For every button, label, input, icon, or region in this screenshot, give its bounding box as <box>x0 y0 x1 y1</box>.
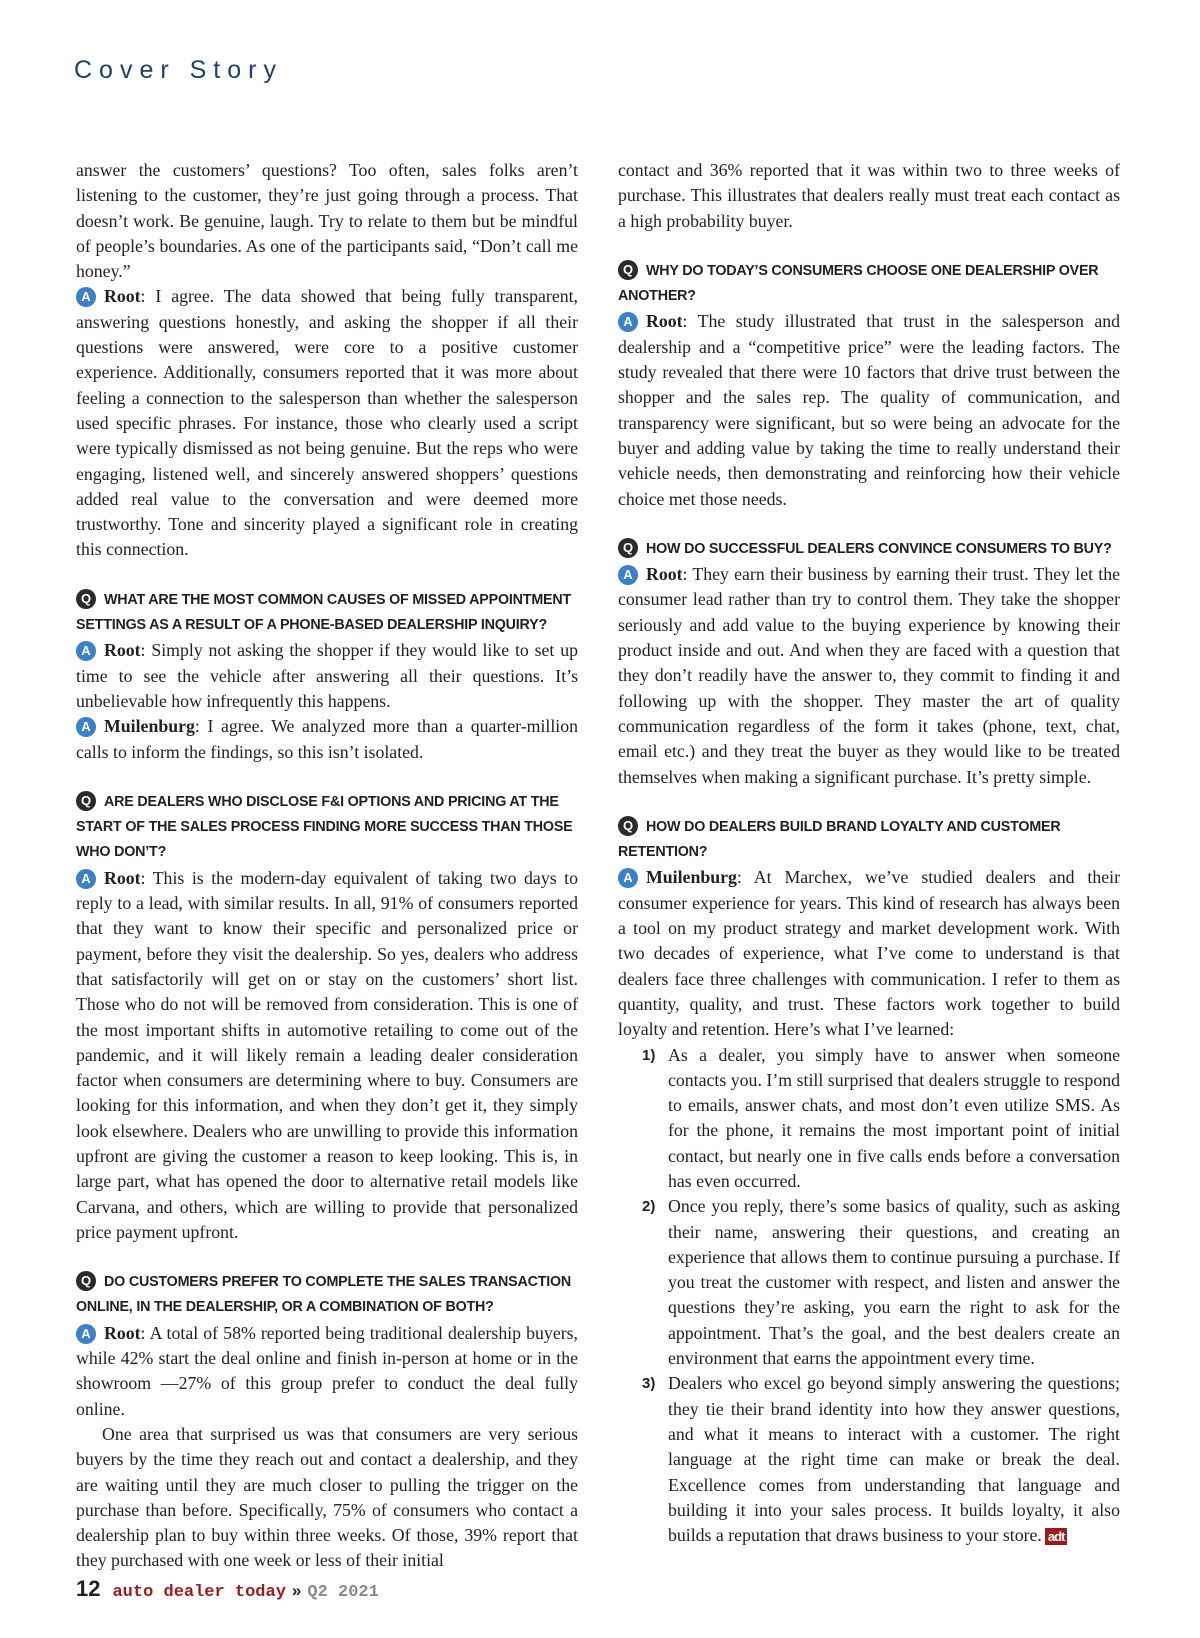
question-text: HOW DO SUCCESSFUL DEALERS CONVINCE CONSUMERS TO BUY? <box>646 540 1112 557</box>
answer-badge: A <box>618 312 638 332</box>
answer <box>76 866 578 1245</box>
answer-text: : They earn their business by earning their trust. They let the consumer lead rather than try to control them. They take the shopper seriously and add value to the buying experience by knowing their product inside and out. And when they are faced with a question that they don’t readily have the answer to, they commit to finding it and following up with the shopper. They master the art of quality communication regardless of the form it takes (phone, text, chat, email etc.) and they treat the buyer as they would like to be treated themselves when making a significant purchase. It’s pretty simple. <box>618 564 1120 787</box>
answer-text: : At Marchex, we’ve studied dealers and their consumer experience for years. This kind of research has always been a tool on my product strategy and market development work. With two decades of experience, what I’ve come to understand is that dealers face three challenges with communication. I refer to them as quantity, quality, and trust. These factors work together to build loyalty and retention. Here’s what I’ve learned: <box>618 867 1120 1040</box>
question-badge: Q <box>76 589 96 609</box>
question-text: ARE DEALERS WHO DISCLOSE F&I OPTIONS AND PRICING AT THE START OF THE SALES PROCESS FINDING MORE SUCCESS THAN THOSE WHO DON’T? <box>76 793 573 861</box>
speaker-name: Root <box>104 286 141 307</box>
findings-list <box>618 1043 1120 1549</box>
list-item <box>618 1371 1120 1548</box>
question <box>618 259 1120 310</box>
answer-text: : I agree. The data showed that being fully transparent, answering questions honestly, and asking the shopper if all their questions were answered, were core to a positive customer experience. Additionally, consumers reported that it was more about feeling a connection to the salesperson than whether the salesperson used specific phrases. For instance, those who clearly used a script were typically dismissed as not being genuine. But the reps who were engaging, listened well, and sincerely answered shoppers’ questions added real value to the conversation and were deemed more trustworthy. Tone and sincerity played a significant role in creating this connection. <box>76 286 578 560</box>
speaker-name: Root <box>104 1322 141 1343</box>
page-footer <box>76 1576 379 1602</box>
question <box>76 588 578 639</box>
list-text: As a dealer, you simply have to answer when someone contacts you. I’m still surprised that dealers struggle to respond to emails, answer chats, and most don’t even utilize SMS. As for the phone, it remains the most important point of initial contact, but nearly one in five calls ends before a conversation has even occurred. <box>668 1044 1120 1191</box>
speaker-name: Muilenburg <box>104 716 195 737</box>
speaker-name: Muilenburg <box>646 867 737 888</box>
answer-text: : A total of 58% reported being traditional dealership buyers, while 42% start the deal online and finish in-person at home or in the showroom —27% of this group prefer to conduct the deal fully online. <box>76 1322 578 1419</box>
list-text: Dealers who excel go beyond simply answering the questions; they tie their brand identity into how they answer questions, and what it means to interact with a customer. The right language at the right time can make or break the deal. Excellence comes from understanding that language and building it into your sales process. It builds loyalty, it also builds a reputation that draws business to your store. <box>668 1373 1120 1546</box>
speaker-name: Root <box>104 640 141 661</box>
answer <box>76 714 578 765</box>
paragraph: contact and 36% reported that it was within two to three weeks of purchase. This illustrates that dealers really must treat each contact as a high probability buyer. <box>618 160 1120 231</box>
answer-text: : This is the modern-day equivalent of taking two days to reply to a lead, with similar results. In all, 91% of consumers reported that they want to know their specific and personalized price or payment, before they visit the dealership. So yes, dealers who address that satisfactorily will get on or stay on the customers’ short list. Those who do not will be removed from consideration. This is one of the most important shifts in automotive retailing to come out of the pandemic, and it will likely remain a leading dealer consideration factor when consumers are determining where to buy. Consumers are looking for this information, and when they don’t get it, they simply look elsewhere. Dealers who are unwilling to provide this information upfront are giving the customer a reason to keep looking. This is, in large part, what has opened the door to alternative retail models like Carvana, and others, which are willing to provide that personalized price payment upfront. <box>76 867 578 1242</box>
question-badge: Q <box>76 791 96 811</box>
answer-text: : I agree. We analyzed more than a quarter-million calls to inform the findings, so this isn’t isolated. <box>76 716 578 762</box>
paragraph: One area that surprised us was that consumers are very serious buyers by the time they reach out and contact a dealership, and they are waiting until they are much closer to pulling the trigger on the purchase than before. Specifically, 75% of consumers who contact a dealership plan to buy within three weeks. Of those, 39% report that they purchased with one week or less of their initial <box>76 1423 578 1571</box>
list-number: 3) <box>642 1375 656 1393</box>
answer-text: : The study illustrated that trust in the salesperson and dealership and a “competitive price” were the leading factors. The study revealed that there were 10 factors that drive trust between the shopper and the sales rep. The quality of communication, and transparency were significant, but so were being an advocate for the buyer and adding value by taking the time to really understand their vehicle needs, then demonstrating and reinforcing how their vehicle choice met those needs. <box>618 311 1120 509</box>
answer <box>76 1321 578 1422</box>
question-text: HOW DO DEALERS BUILD BRAND LOYALTY AND CUSTOMER RETENTION? <box>618 818 1061 861</box>
page-number: 12 <box>76 1576 101 1601</box>
question-badge: Q <box>618 816 638 836</box>
answer <box>618 865 1120 1042</box>
answer-badge: A <box>618 868 638 888</box>
question <box>76 790 578 866</box>
issue-label: Q2 2021 <box>307 1583 379 1602</box>
question <box>618 537 1120 562</box>
answer <box>76 284 578 562</box>
left-column <box>76 158 578 1574</box>
answer-badge: A <box>76 287 96 307</box>
list-text: Once you reply, there’s some basics of quality, such as asking their name, answering their questions, and creating an experience that allows them to continue pursuing a purchase. If you treat the customer with respect, and listen and answer the questions they’re asking, you earn the right to ask for the appointment. That’s the goal, and the best dealers create an environment that earns the appointment every time. <box>668 1196 1120 1369</box>
speaker-name: Root <box>104 867 141 888</box>
question-badge: Q <box>76 1271 96 1291</box>
question-badge: Q <box>618 260 638 280</box>
question <box>76 1270 578 1321</box>
answer <box>618 562 1120 790</box>
magazine-name: auto dealer today <box>112 1583 286 1602</box>
answer <box>76 638 578 714</box>
answer-badge: A <box>76 717 96 737</box>
list-item <box>618 1043 1120 1195</box>
speaker-name: Root <box>646 564 683 585</box>
answer <box>618 309 1120 511</box>
question-text: DO CUSTOMERS PREFER TO COMPLETE THE SALES TRANSACTION ONLINE, IN THE DEALERSHIP, OR A COMBINATION OF BOTH? <box>76 1274 572 1316</box>
list-item <box>618 1194 1120 1371</box>
right-column <box>618 158 1120 1548</box>
answer-badge: A <box>618 565 638 585</box>
answer-badge: A <box>76 1324 96 1344</box>
end-mark-logo: adt <box>1045 1528 1068 1545</box>
list-number: 1) <box>642 1046 656 1064</box>
question <box>618 815 1120 866</box>
list-number: 2) <box>642 1198 656 1216</box>
chevron-right-icon: » <box>291 1581 302 1600</box>
question-text: WHY DO TODAY’S CONSUMERS CHOOSE ONE DEALERSHIP OVER ANOTHER? <box>618 262 1099 305</box>
answer-badge: A <box>76 869 96 889</box>
section-title: Cover Story <box>74 56 283 84</box>
question-text: WHAT ARE THE MOST COMMON CAUSES OF MISSED APPOINTMENT SETTINGS AS A RESULT OF A PHONE-BASED DEALERSHIP INQUIRY? <box>76 591 572 634</box>
paragraph: answer the customers’ questions? Too often, sales folks aren’t listening to the customer, they’re just going through a process. That doesn’t work. Be genuine, laugh. Try to relate to them but be mindful of people’s boundaries. As one of the participants said, “Don’t call me honey.” <box>76 160 578 282</box>
speaker-name: Root <box>646 311 683 332</box>
answer-text: : Simply not asking the shopper if they would like to set up time to see the vehicle after answering all their questions. It’s unbelievable how infrequently this happens. <box>76 640 578 711</box>
answer-badge: A <box>76 641 96 661</box>
question-badge: Q <box>618 538 638 558</box>
